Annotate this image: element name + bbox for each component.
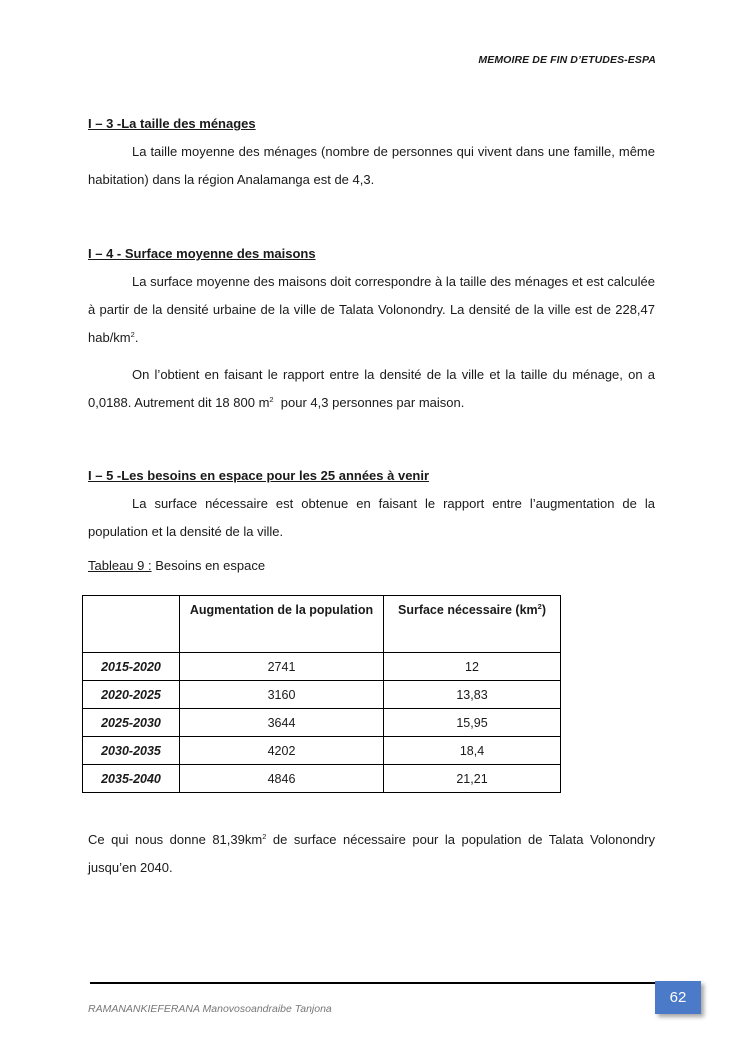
paragraph-text: La surface moyenne des maisons doit correspondre à la taille des ménages et est calculée à partir de la densité urbaine de la ville de Talata Volonondry. La densité de la ville est de 228,47 hab/km (88, 274, 655, 345)
space-needs-table (82, 595, 561, 793)
paragraph-text-end: pour 4,3 personnes par maison. (273, 395, 465, 410)
paragraph-household-size (88, 138, 655, 194)
section-heading-1-4: I – 4 - Surface moyenne des maisons (88, 246, 316, 261)
paragraph-text: On l’obtient en faisant le rapport entre la densité de la ville et la taille du ménage, on a 0,0188. Autrement dit 18 800 m (88, 367, 655, 410)
period-cell: 2020-2025 (83, 681, 180, 709)
surface-cell: 15,95 (384, 709, 561, 737)
paragraph-text: Ce qui nous donne 81,39km (88, 832, 263, 847)
paragraph-text-end: de surface nécessaire pour la population de Talata Volonondry jusqu’en 2040. (88, 832, 655, 875)
superscript: 2 (262, 832, 267, 841)
page-number-badge (655, 981, 701, 1014)
increase-cell: 2741 (180, 653, 384, 681)
header-population-increase: Augmentation de la population (180, 596, 384, 653)
table-row (83, 709, 561, 737)
superscript: 2 (130, 330, 135, 339)
period-cell: 2035-2040 (83, 765, 180, 793)
period-cell: 2030-2035 (83, 737, 180, 765)
superscript: 2 (537, 602, 542, 611)
paragraph-ratio (88, 361, 655, 417)
paragraph-end: . (134, 330, 139, 345)
header-text: Surface nécessaire (km (397, 603, 538, 617)
table-header-row (83, 596, 561, 653)
page-number: 62 (669, 989, 687, 1006)
surface-cell: 12 (384, 653, 561, 681)
increase-cell: 3160 (180, 681, 384, 709)
surface-cell: 18,4 (384, 737, 561, 765)
running-header: MEMOIRE DE FIN D’ETUDES-ESPA (478, 54, 656, 66)
paragraph-house-surface (88, 268, 655, 352)
superscript: 2 (269, 395, 274, 404)
increase-cell: 4202 (180, 737, 384, 765)
header-required-surface (384, 596, 561, 653)
paragraph-conclusion (88, 826, 655, 882)
section-heading-1-3: I – 3 -La taille des ménages (88, 116, 256, 131)
caption-label: Tableau 9 : (88, 558, 152, 573)
paragraph-text: La taille moyenne des ménages (nombre de personnes qui vivent dans une famille, même habitation) dans la région Analamanga est de 4,3. (88, 144, 655, 187)
period-cell: 2025-2030 (83, 709, 180, 737)
table-row (83, 653, 561, 681)
table-row (83, 765, 561, 793)
table-row (83, 737, 561, 765)
footer-author: RAMANANKIEFERANA Manovosoandraibe Tanjona (88, 1003, 332, 1015)
footer-rule (90, 982, 675, 984)
increase-cell: 3644 (180, 709, 384, 737)
caption-text: Besoins en espace (151, 558, 266, 573)
surface-cell: 21,21 (384, 765, 561, 793)
surface-cell: 13,83 (384, 681, 561, 709)
table-row (83, 681, 561, 709)
header-empty-cell (83, 596, 180, 653)
paragraph-space-needs (88, 490, 655, 546)
period-cell: 2015-2020 (83, 653, 180, 681)
header-text-end: ) (541, 603, 546, 617)
section-heading-1-5: I – 5 -Les besoins en espace pour les 25 années à venir (88, 468, 430, 483)
paragraph-text: La surface nécessaire est obtenue en faisant le rapport entre l’augmentation de la population et la densité de la ville. (88, 496, 655, 539)
increase-cell: 4846 (180, 765, 384, 793)
table-caption (88, 558, 265, 573)
